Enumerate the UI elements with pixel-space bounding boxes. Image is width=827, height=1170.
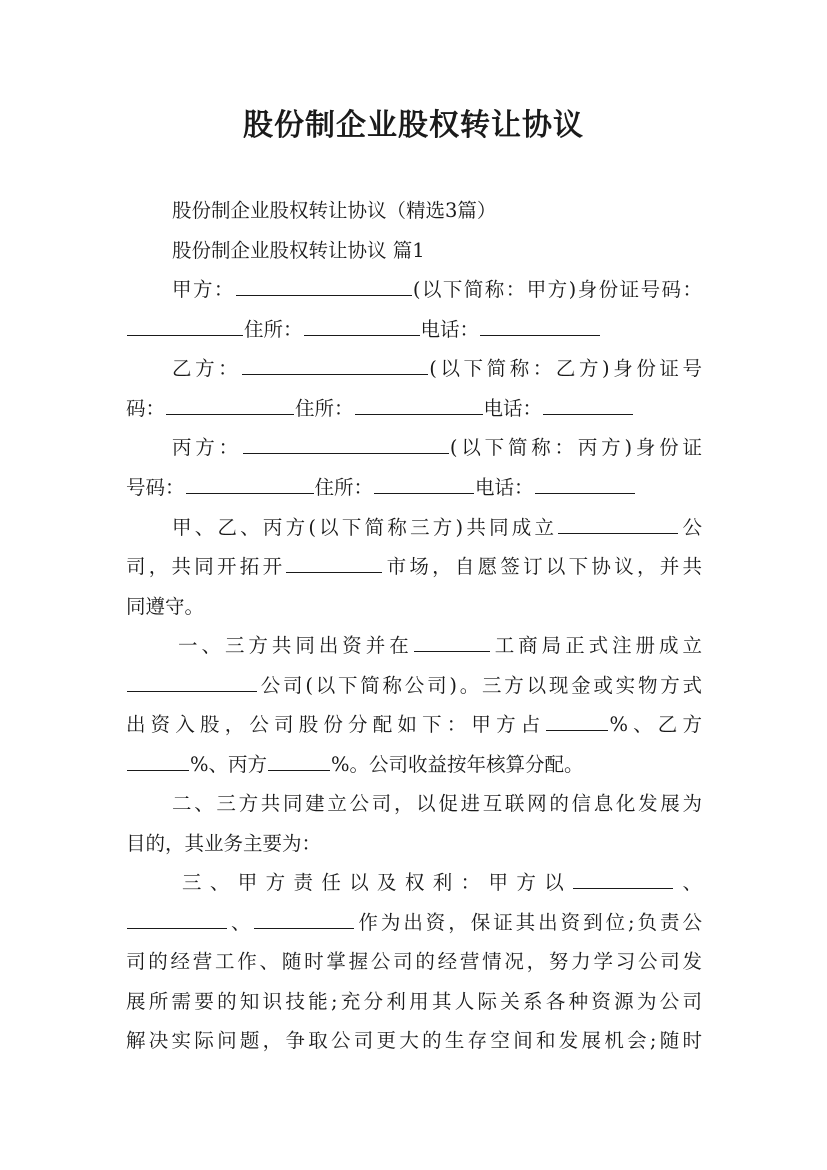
text: 公司(以下简称公司)。三方以现金或实物方式 (258, 674, 702, 697)
blank-field[interactable] (127, 750, 189, 771)
text: 二、三方共同建立公司，以促进互联网的信息化发展为 (172, 792, 702, 815)
text: (以下简称：丙方)身份证 (449, 436, 702, 459)
text: 乙方： (172, 357, 242, 380)
text: (以下简称：甲方)身份证号码： (412, 278, 702, 301)
text: 住所： (244, 318, 303, 341)
text: 号码： (126, 476, 185, 499)
clause-1-line (126, 745, 702, 785)
party-b-details (126, 389, 702, 429)
blank-field[interactable] (573, 868, 673, 889)
text: 司的经营工作、随时掌握公司的经营情况，努力学习公司发 (126, 950, 702, 973)
clause-3-line (126, 942, 702, 982)
blank-field[interactable] (414, 631, 490, 652)
clause-3-line (126, 863, 702, 903)
blank-field[interactable] (543, 394, 633, 415)
text: 作为出资，保证其出资到位;负责公 (355, 911, 702, 934)
blank-field[interactable] (480, 315, 600, 336)
text: 司，共同开拓开 (126, 555, 286, 578)
text: 工商局正式注册成立 (490, 634, 702, 657)
clause-3-line (126, 1021, 702, 1061)
clause-3-line (126, 903, 702, 943)
text: 电话： (483, 397, 543, 420)
text: (以下简称：乙方)身份证号 (429, 357, 702, 380)
blank-field[interactable] (304, 315, 420, 336)
text: 公 (679, 516, 702, 539)
text: 三、甲方责任以及权利：甲方以 (182, 871, 573, 894)
clause-1-line (126, 705, 702, 745)
text: 电话： (420, 318, 480, 341)
party-b-line (126, 349, 702, 389)
party-a-details (126, 310, 702, 350)
blank-field[interactable] (558, 513, 678, 534)
blank-field[interactable] (268, 750, 330, 771)
party-c-line (126, 428, 702, 468)
document-title: 股份制企业股权转让协议 (243, 108, 584, 143)
blank-field[interactable] (236, 275, 412, 296)
text: %。公司收益按年核算分配。 (331, 753, 584, 776)
text: 股份制企业股权转让协议 篇1 (172, 239, 425, 262)
paragraph-line (126, 587, 702, 627)
text: 码： (126, 397, 166, 420)
text: 、 (228, 911, 254, 934)
text: 同遵守。 (126, 595, 205, 618)
blank-field[interactable] (254, 908, 354, 929)
clause-1-line (126, 666, 702, 706)
text: 住所： (295, 397, 354, 420)
subtitle-line (126, 191, 702, 231)
blank-field[interactable] (242, 354, 428, 375)
clause-3-line (126, 982, 702, 1022)
blank-field[interactable] (186, 473, 314, 494)
blank-field[interactable] (355, 394, 483, 415)
blank-field[interactable] (127, 908, 227, 929)
blank-field[interactable] (374, 473, 474, 494)
text: 甲、乙、丙方(以下简称三方)共同成立 (172, 516, 558, 539)
text: 一、三方共同出资并在 (178, 634, 413, 657)
text: %、乙方 (609, 713, 702, 736)
blank-field[interactable] (127, 315, 243, 336)
clause-2-line (126, 824, 702, 864)
text: 目的，其业务主要为： (126, 832, 322, 855)
blank-field[interactable] (546, 710, 608, 731)
blank-field[interactable] (127, 671, 257, 692)
blank-field[interactable] (535, 473, 635, 494)
blank-field[interactable] (166, 394, 294, 415)
text: 电话： (475, 476, 534, 499)
blank-field[interactable] (286, 552, 382, 573)
text: %、丙方 (190, 753, 268, 776)
text: 股份制企业股权转让协议（精选3篇） (172, 199, 497, 222)
text: 、 (674, 871, 702, 894)
text: 甲方： (172, 278, 235, 301)
blank-field[interactable] (243, 433, 449, 454)
paragraph-line (126, 547, 702, 587)
text: 出资入股，公司股份分配如下：甲方占 (126, 713, 546, 736)
text: 解决实际问题，争取公司更大的生存空间和发展机会;随时 (126, 1029, 702, 1052)
clause-1-line (126, 626, 702, 666)
party-c-details (126, 468, 702, 508)
text: 住所： (314, 476, 374, 499)
section-heading (126, 231, 702, 271)
clause-2-line (126, 784, 702, 824)
party-a-line (126, 270, 702, 310)
text: 市场，自愿签订以下协议，并共 (383, 555, 702, 578)
paragraph-line (126, 508, 702, 548)
text: 展所需要的知识技能;充分利用其人际关系各种资源为公司 (126, 990, 702, 1013)
text: 丙方： (172, 436, 242, 459)
